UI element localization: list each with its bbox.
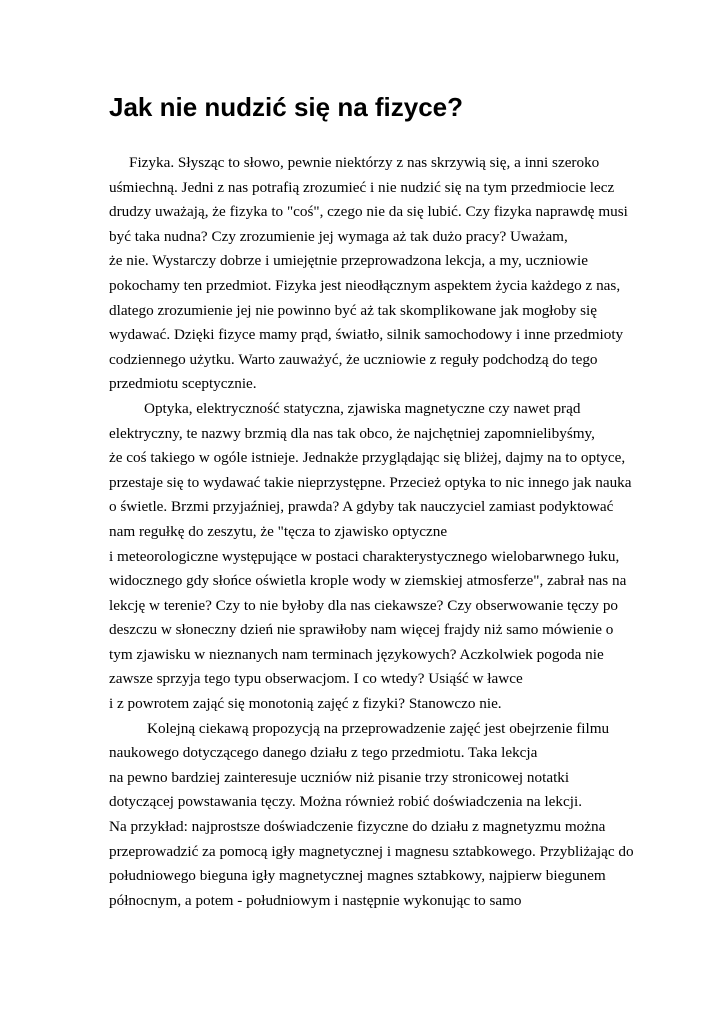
text-line: i z powrotem zająć się monotonią zajęć z fizyki? Stanowczo nie. xyxy=(109,695,502,713)
text-line: zawsze sprzyja tego typu obserwacjom. I co wtedy? Usiąść w ławce xyxy=(109,670,523,688)
text-line: być taka nudna? Czy zrozumienie jej wymaga aż tak dużo pracy? Uważam, xyxy=(109,227,568,245)
text-line: wydawać. Dzięki fizyce mamy prąd, światło, silnik samochodowy i inne przedmioty xyxy=(109,326,624,344)
text-line: północnym, a potem - południowym i następnie wykonując to samo xyxy=(109,891,522,909)
text-line: i meteorologiczne występujące w postaci charakterystycznego wielobarwnego łuku, xyxy=(109,547,620,565)
text-line: pokochamy ten przedmiot. Fizyka jest nieodłącznym aspektem życia każdego z nas, xyxy=(109,276,621,294)
text-line: przeprowadzić za pomocą igły magnetycznej i magnesu sztabkowego. Przybliżając do xyxy=(109,842,634,860)
document-body xyxy=(109,151,634,913)
text-line: dotyczącej powstawania tęczy. Można również robić doświadczenia na lekcji. xyxy=(109,793,582,811)
text-line: na pewno bardziej zainteresuje uczniów niż pisanie trzy stronicowej notatki xyxy=(109,768,570,786)
text-line: uśmiechną. Jedni z nas potrafią zrozumieć i nie nudzić się na tym przedmiocie lecz xyxy=(109,178,615,196)
text-line: Na przykład: najprostsze doświadczenie fizyczne do działu z magnetyzmu można xyxy=(109,818,606,836)
text-line: że coś takiego w ogóle istnieje. Jednakże przyglądając się bliżej, dajmy na to optyce, xyxy=(109,449,626,467)
text-line: dlatego zrozumienie jej nie powinno być aż tak skomplikowane jak mogłoby się xyxy=(109,301,597,319)
text-line: Fizyka. Słysząc to słowo, pewnie niektórzy z nas skrzywią się, a inni szeroko xyxy=(129,154,600,171)
text-line: przestaje się to wydawać takie nieprzystępne. Przecież optyka to nic innego jak nauka xyxy=(109,473,632,491)
text-line: o świetle. Brzmi przyjaźniej, prawda? A gdyby tak nauczyciel zamiast podyktować xyxy=(109,498,614,516)
text-line: przedmiotu sceptycznie. xyxy=(109,375,257,393)
text-line: drudzy uważają, że fizyka to "coś", czego nie da się lubić. Czy fizyka naprawdę musi xyxy=(109,203,628,221)
text-line: południowego bieguna igły magnetycznej magnes sztabkowy, najpierw biegunem xyxy=(109,867,606,885)
text-line: elektryczny, te nazwy brzmią dla nas tak obco, że najchętniej zapomnielibyśmy, xyxy=(109,424,595,442)
text-line: deszczu w słoneczny dzień nie sprawiłoby nam więcej frajdy niż samo mówienie o xyxy=(109,621,614,639)
text-line: Optyka, elektryczność statyczna, zjawiska magnetyczne czy nawet prąd xyxy=(144,399,581,417)
text-line: lekcję w terenie? Czy to nie byłoby dla nas ciekawsze? Czy obserwowanie tęczy po xyxy=(109,596,619,614)
text-line: tym zjawisku w nieznanych nam terminach językowych? Aczkolwiek pogoda nie xyxy=(109,645,604,663)
text-line: że nie. Wystarczy dobrze i umiejętnie przeprowadzona lekcja, a my, uczniowie xyxy=(109,252,588,270)
text-line: widocznego gdy słońce oświetla krople wody w ziemskiej atmosferze", zabrał nas na xyxy=(109,572,627,590)
text-line: nam regułkę do zeszytu, że "tęcza to zjawisko optyczne xyxy=(109,522,448,540)
page-title: Jak nie nudzić się na fizyce? xyxy=(109,92,464,122)
text-line: Kolejną ciekawą propozycją na przeprowadzenie zajęć jest obejrzenie filmu xyxy=(147,719,610,737)
text-line: codziennego użytku. Warto zauważyć, że uczniowie z reguły podchodzą do tego xyxy=(109,350,598,368)
text-line: naukowego dotyczącego danego działu z tego przedmiotu. Taka lekcja xyxy=(109,744,538,762)
